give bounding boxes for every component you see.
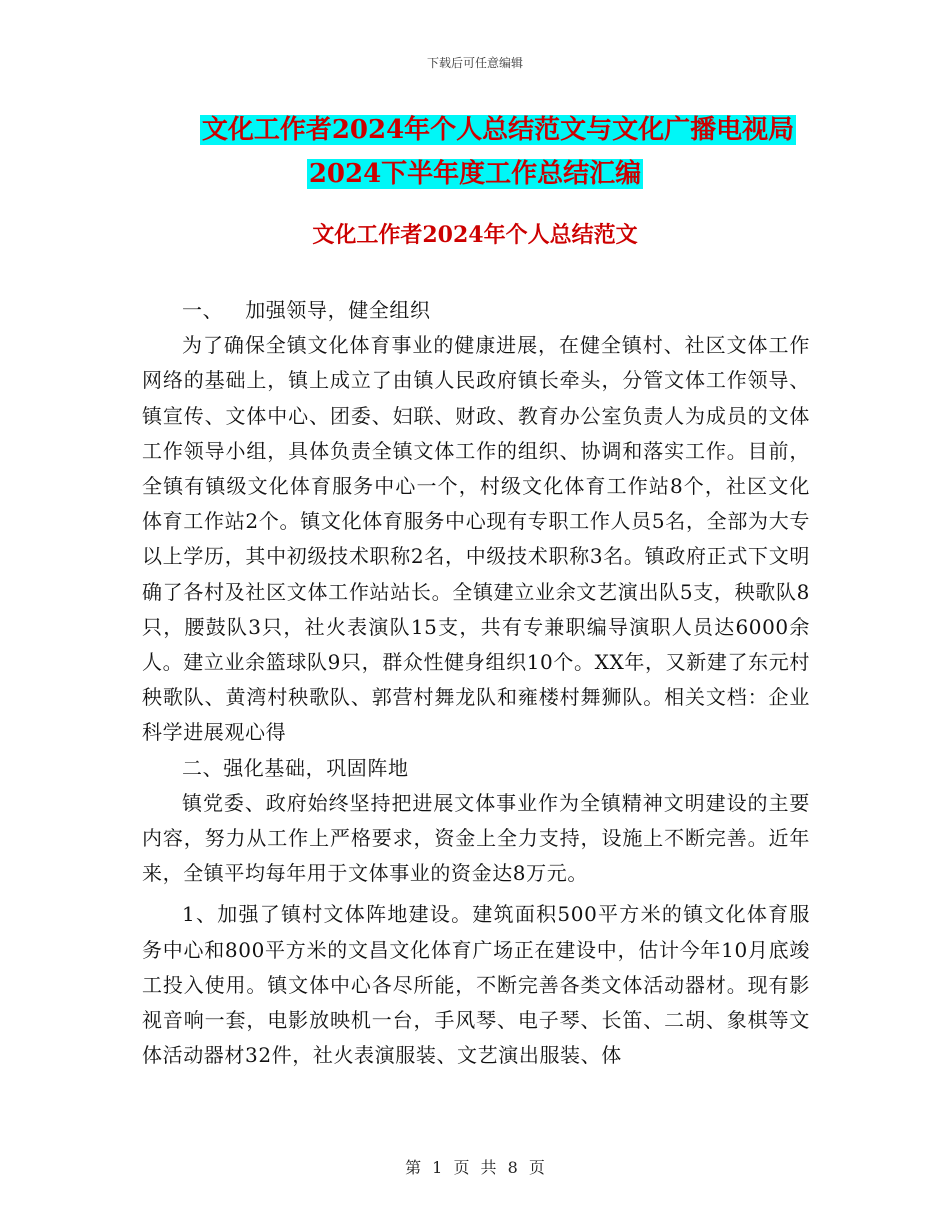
title-line-2: 2024下半年度工作总结汇编 <box>308 159 642 189</box>
paragraph-1: 为了确保全镇文化体育事业的健康进展，在健全镇村、社区文体工作网络的基础上，镇上成立了由镇人民政府镇长牵头，分管文体工作领导、镇宣传、文体中心、团委、妇联、财政、教育办公室负责人为成员的文体工作领导小组，具体负责全镇文体工作的组织、协调和落实工作。目前，全镇有镇级文化体育服务中心一个，村级文化体育工作站8个，社区文化体育工作站2个。镇文化体育服务中心现有专职工作人员5名，全部为大专以上学历，其中初级技术职称2名，中级技术职称3名。镇政府正式下文明确了各村及社区文体工作站站长。全镇建立业余文艺演出队5支，秧歌队8只，腰鼓队3只，社火表演队15支，共有专兼职编导演职人员达6000余人。建立业余篮球队9只，群众性健身组织10个。XX年，又新建了东元村秧歌队、黄湾村秧歌队、郭营村舞龙队和雍楼村舞狮队。相关文档：企业科学进展观心得 <box>142 333 810 745</box>
heading-1-text: 加强领导，健全组织 <box>245 298 431 322</box>
heading-1-number: 一、 <box>182 298 224 322</box>
header-note: 下载后可任意编辑 <box>426 56 523 70</box>
heading-2: 二、强化基础，巩固阵地 <box>182 755 409 780</box>
paragraph-2: 镇党委、政府始终坚持把进展文体事业作为全镇精神文明建设的主要内容，努力从工作上严格要求，资金上全力支持，设施上不断完善。近年来，全镇平均每年用于文体事业的资金达8万元。 <box>142 790 810 886</box>
document-title <box>0 108 950 196</box>
section-title: 文化工作者2024年个人总结范文 <box>312 222 638 248</box>
page-number-footer: 第 1 页 共 8 页 <box>405 1158 545 1177</box>
title-line-1: 文化工作者2024年个人总结范文与文化广播电视局 <box>201 115 795 145</box>
body-text <box>142 293 810 1073</box>
paragraph-3: 1、加强了镇村文体阵地建设。建筑面积500平方米的镇文化体育服务中心和800平方米的文昌文化体育广场正在建设中，估计今年10月底竣工投入使用。镇文体中心各尽所能，不断完善各类文体活动器材。现有影视音响一套，电影放映机一台，手风琴、电子琴、长笛、二胡、象棋等文体活动器材32件，社火表演服装、文艺演出服装、体 <box>142 902 810 1068</box>
heading-1 <box>142 293 810 328</box>
